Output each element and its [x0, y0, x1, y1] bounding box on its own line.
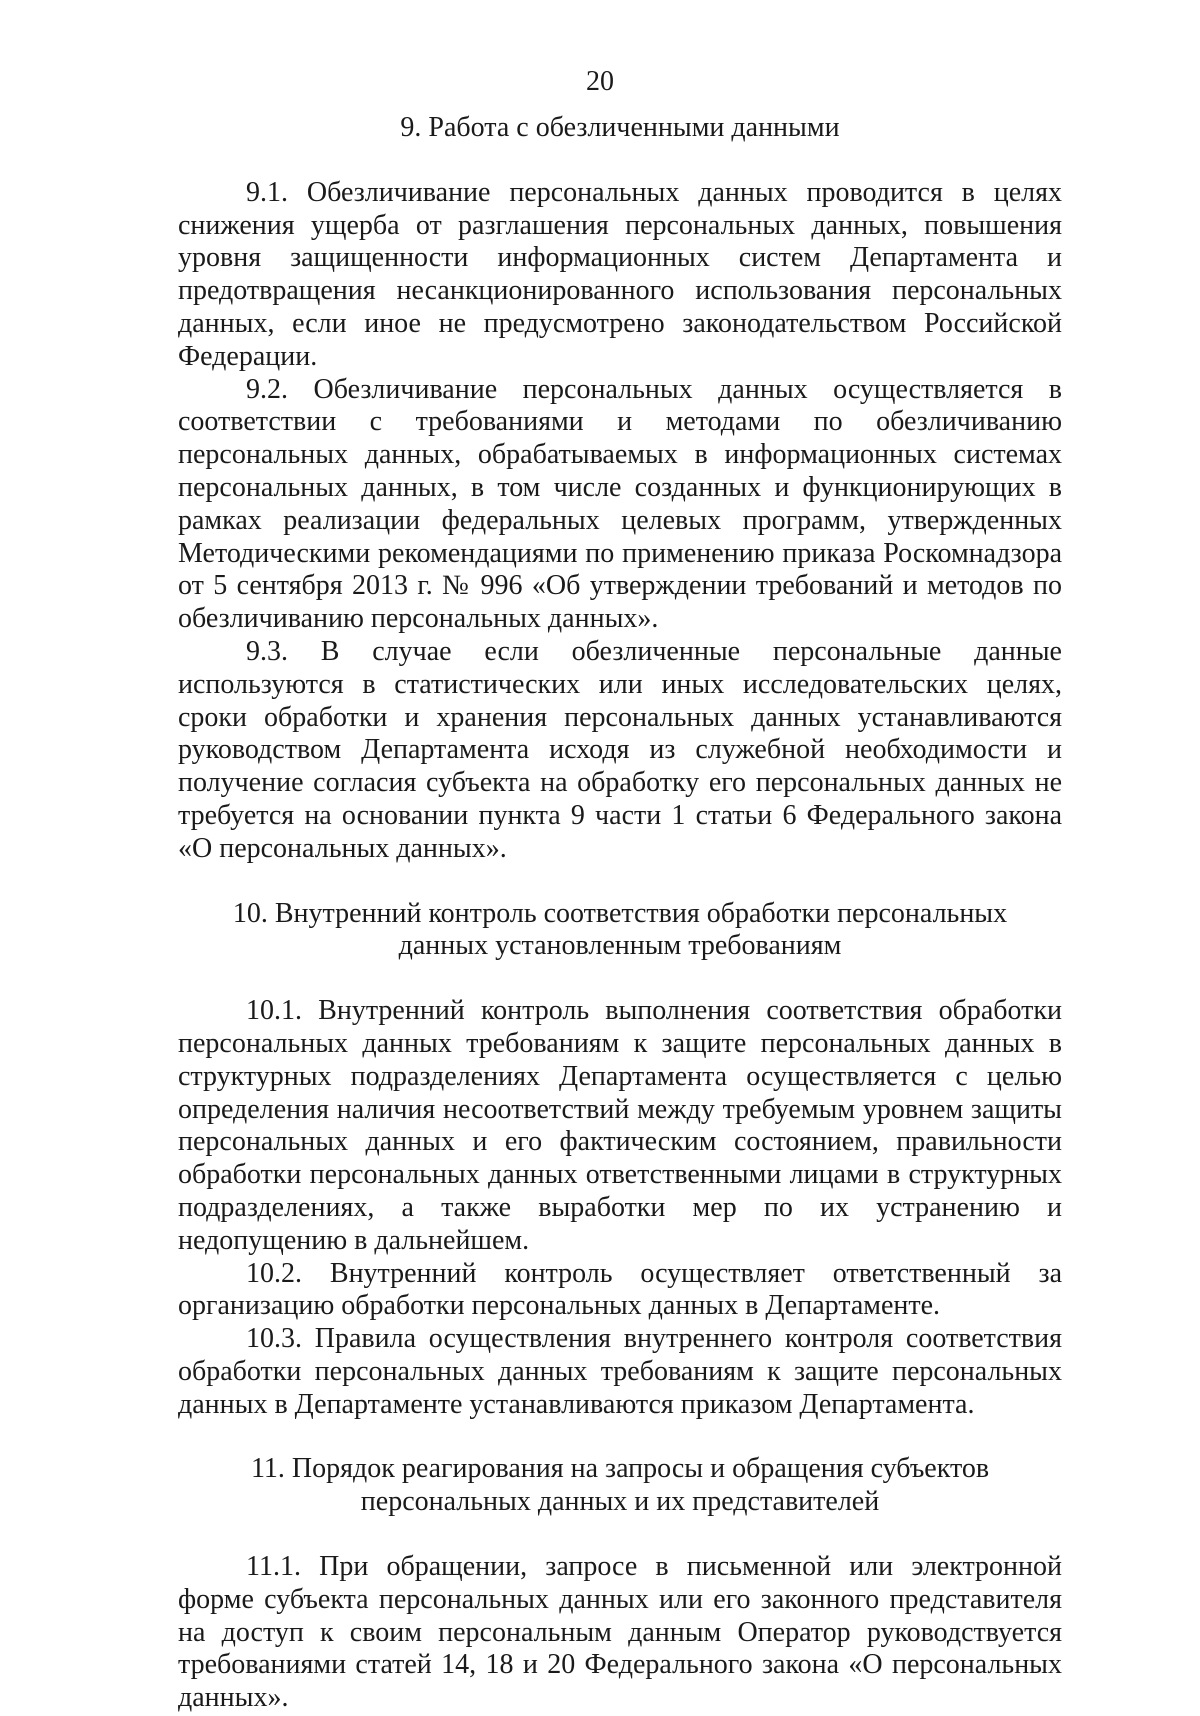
paragraph-10-1: 10.1. Внутренний контроль выполнения соответствия обработки персональных данных требованиям к защите персональных данных в структурных подразделениях Департамента осуществляется с целью определения наличия несоответствий между требуемым уровнем защиты персональных данных и его фактическим состоянием, правильности обработки персональных данных ответственными лицами в структурных подразделениях, а также выработки мер по их устранению и недопущению в дальнейшем.	[178, 995, 1062, 1256]
section-10	[178, 898, 1062, 1422]
paragraph-11-1: 11.1. При обращении, запросе в письменной или электронной форме субъекта персональных данных или его законного представителя на доступ к своим персональным данным Оператор руководствуется требованиями статей 14, 18 и 20 Федерального закона «О персональных данных».	[178, 1551, 1062, 1714]
section-heading-line: персональных данных и их представителей	[360, 1486, 880, 1518]
paragraph-10-3: 10.3. Правила осуществления внутреннего контроля соответствия обработки персональных данных требованиям к защите персональных данных в Департаменте устанавливаются приказом Департамента.	[178, 1323, 1062, 1420]
paragraph-9-3: 9.3. В случае если обезличенные персональные данные используются в статистических или иных исследовательских целях, сроки обработки и хранения персональных данных устанавливаются руководством Департамента исходя из служебной необходимости и получение согласия субъекта на обработку его персональных данных не требуется на основании пункта 9 части 1 статьи 6 Федерального закона «О персональных данных».	[178, 635, 1062, 864]
section-heading-line: 10. Внутренний контроль соответствия обработки персональных	[232, 897, 1008, 929]
section-heading	[178, 1453, 1062, 1519]
section-heading-line: данных установленным требованиям	[398, 930, 842, 962]
section-9	[178, 112, 1062, 866]
section-heading: 9. Работа с обезличенными данными	[400, 112, 840, 143]
page-number: 20	[586, 66, 614, 97]
paragraph-9-2: 9.2. Обезличивание персональных данных осуществляется в соответствии с требованиями и методами по обезличиванию персональных данных, обрабатываемых в информационных системах персональных данных, в том числе созданных и функционирующих в рамках реализации федеральных целевых программ, утвержденных Методическими рекомендациями по применению приказа Роскомнадзора от 5 сентября 2013 г. № 996 «Об утверждении требований и методов по обезличиванию персональных данных».	[178, 373, 1062, 635]
section-11	[178, 1453, 1062, 1715]
document-body	[178, 112, 1062, 1715]
paragraph-9-1: 9.1. Обезличивание персональных данных проводится в целях снижения ущерба от разглашения персональных данных, повышения уровня защищенности информационных систем Департамента и предотвращения несанкционированного использования персональных данных, если иное не предусмотрено законодательством Российской Федерации.	[178, 176, 1062, 372]
section-heading-line: 11. Порядок реагирования на запросы и обращения субъектов	[250, 1453, 990, 1485]
section-heading	[178, 898, 1062, 964]
paragraph-10-2: 10.2. Внутренний контроль осуществляет ответственный за организацию обработки персональных данных в Департаменте.	[178, 1257, 1062, 1322]
